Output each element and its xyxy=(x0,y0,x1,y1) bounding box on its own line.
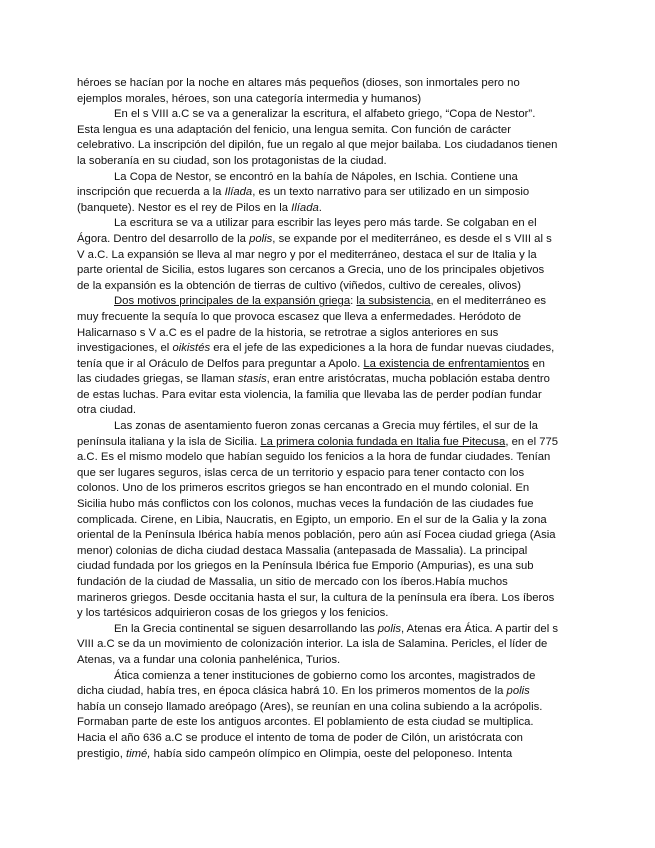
text-span: En la Grecia continental se siguen desarrollando las xyxy=(114,622,378,635)
paragraph-6 xyxy=(77,419,559,622)
text-span: , en el 775 a.C. Es el mismo modelo que habían seguido los fenicios a la hora de fundar ciudades. Tenían que ser lugares seguros, islas cerca de un territorio y espacio para tener contacto con los colonos. Uno de los primeros escritos griegos se han encontrado en el mundo colonial. En Sicilia hubo más conflictos con los colonos, muchas veces la fundación de las ciudades fue complicada. Cirene, en Libia, Naucratis, en Egipto, un emporio. En el sur de la Galia y la zona oriental de la Península Ibérica había menos población, pero aún así Focea ciudad griega (Asia menor) colonias de dicha ciudad destaca Massalia (antepasada de Massalia). La principal ciudad fundada por los griegos en la Península Ibérica fue Emporio (Ampurias), es una sub fundación de la ciudad de Massalia, un sitio de mercado con los íberos.Había muchos marineros griegos. Desde occitania hasta el sur, la cultura de la península era íbera. Los íberos y los tartésicos adquirieron cosas de los griegos y los fenicios. xyxy=(77,435,559,620)
text-span: En el s VIII a.C se va a generalizar la escritura, el alfabeto griego, “Copa de Nestor”. Esta lengua es una adaptación del fenicio, una lengua semita. Con función de carácter celebrativo. La inscripción del dipilón, fue un regalo al que mejor bailaba. Los ciudadanos tienen la soberanía en su ciudad, son los protagonistas de la ciudad. xyxy=(77,108,558,167)
text-span: en las ciudades griegas, se llaman xyxy=(77,357,545,386)
text-span: era el jefe de las expediciones a la hora de fundar nuevas ciudades, tenía que ir al Oráculo de Delfos para preguntar a Apolo. xyxy=(77,342,555,370)
text-span: : xyxy=(350,295,357,308)
paragraph-5 xyxy=(77,294,559,419)
document-page xyxy=(77,76,559,762)
italic-term: polis xyxy=(249,232,273,245)
italic-term: Ilíada xyxy=(224,186,253,199)
paragraph-3 xyxy=(77,170,559,217)
text-span: , en el mediterráneo es muy frecuente la sequía lo que provoca escasez que lleva a enfermedades. Heródoto de Halicarnaso s V a.C es el padre de la historia, se retrotrae a siglos anteriores en sus investigaciones, el xyxy=(77,295,547,355)
italic-term: polis xyxy=(506,685,530,698)
text-span: héroes se hacían por la noche en altares más pequeños (dioses, son inmortales pero no ejemplos morales, héroes, son una categoría intermedia y humanos) xyxy=(77,77,520,105)
italic-term: polis xyxy=(377,622,401,635)
text-span: La escritura se va a utilizar para escribir las leyes pero más tarde. Se colgaban en el Ágora. Dentro del desarrollo de la xyxy=(77,217,537,245)
text-span: Las zonas de asentamiento fueron zonas cercanas a Grecia muy fértiles, el sur de la península italiana y la isla de Sicilia. xyxy=(77,420,538,448)
paragraph-8 xyxy=(77,669,559,763)
underlined-term: la subsistencia xyxy=(356,295,431,308)
italic-term: oikistés xyxy=(172,342,211,355)
paragraph-7 xyxy=(77,622,559,669)
text-span: , Atenas era Ática. A partir del s VIII a.C se da un movimiento de colonización interior. La isla de Salamina. Pericles, el líder de Atenas, va a fundar una colonia panhelénica, Turios. xyxy=(77,622,558,666)
text-span: , es un texto narrativo para ser utilizado en un simposio (banquete). Nestor es el rey de Pilos en la xyxy=(77,186,530,214)
italic-term: Ilíada xyxy=(291,201,319,214)
text-span: , eran entre aristócratas, mucha población estaba dentro de estas luchas. Para evitar esta violencia, la familia que llevaba las de perder podían fundar otra ciudad. xyxy=(77,373,550,417)
text-span: La Copa de Nestor, se encontró en la bahía de Nápoles, en Ischia. Contiene una inscripción que recuerda a la xyxy=(77,170,518,199)
underlined-heading: Dos motivos principales de la expansión griega xyxy=(114,295,351,308)
text-span: había un consejo llamado areópago (Ares), se reunían en una colina subiendo a la acrópolis. Formaban parte de este los antiguos arcontes. El poblamiento de esta ciudad se multiplica. Hacia el año 636 a.C se produce el intento de toma de poder de Cilón, un aristócrata con prestigio, xyxy=(77,700,543,760)
text-span: había sido campeón olímpico en Olimpia, oeste del peloponeso. Intenta xyxy=(150,747,513,760)
text-span: , se expande por el mediterráneo, es desde el s VIII al s V a.C. La expansión se lleva al mar negro y por el mediterráneo, destaca el sur de Italia y la parte oriental de Sicilia, estos lugares son cercanos a Grecia, uno de los principales objetivos de la expansión es la obtención de tierras de cultivo (viñedos, cultivo de cereales, olivos) xyxy=(77,232,552,292)
underlined-term: La existencia de enfrentamientos xyxy=(363,357,530,370)
paragraph-4 xyxy=(77,216,559,294)
italic-term: timé, xyxy=(125,747,151,760)
text-span: Ática comienza a tener instituciones de gobierno como los arcontes, magistrados de dicha ciudad, había tres, en época clásica habrá 10. En los primeros momentos de la xyxy=(77,669,536,698)
text-span: . xyxy=(318,201,322,214)
italic-term: stasis xyxy=(237,373,267,386)
underlined-term: La primera colonia fundada en Italia fue Pitecusa xyxy=(260,435,506,448)
paragraph-2 xyxy=(77,107,559,169)
paragraph-1 xyxy=(77,76,559,107)
